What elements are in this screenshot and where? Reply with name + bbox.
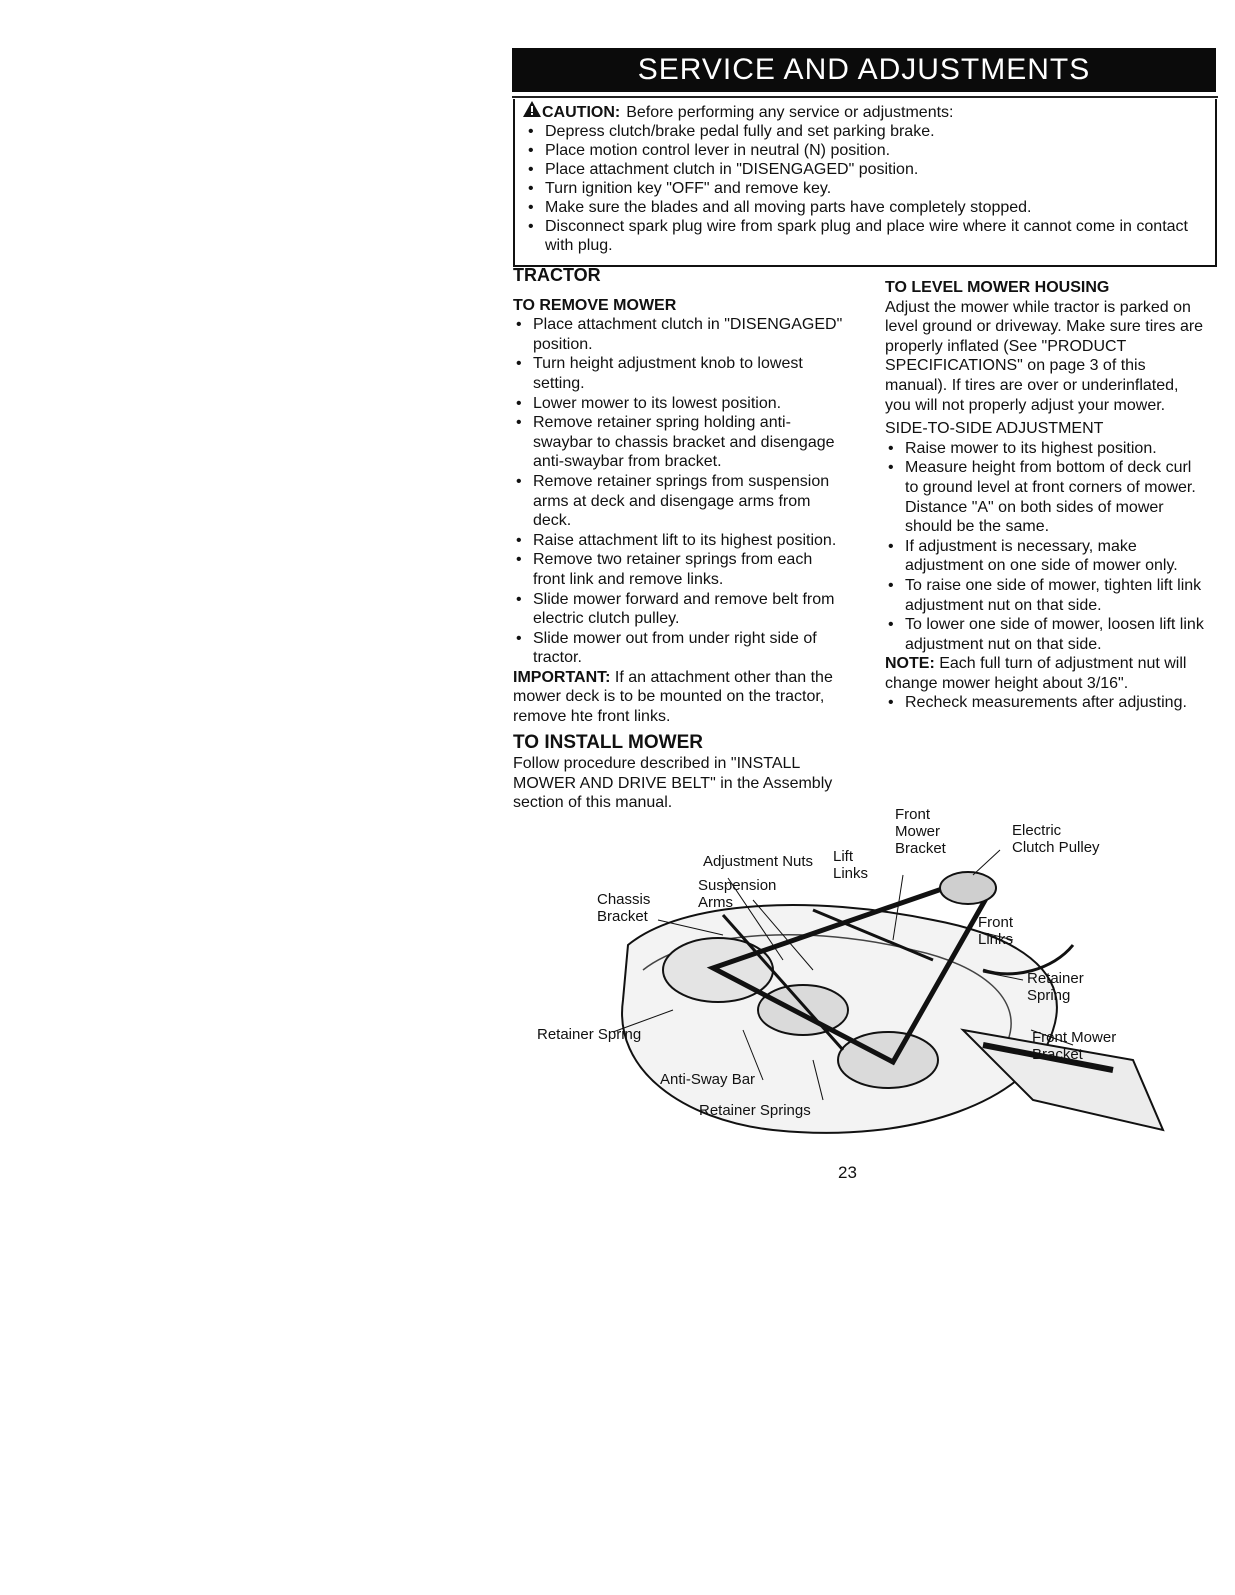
warning-triangle-icon [523, 101, 541, 117]
list-item: • Measure height from bottom of deck curl to ground level at front corners of mower. Distance "A" on both sides of mower should be the same. [885, 458, 1205, 536]
important-label: IMPORTANT: [513, 668, 611, 686]
note-text: Each full turn of adjustment nut will change mower height about 3/16". [885, 655, 1187, 692]
side-to-side-steps [885, 439, 1205, 655]
caution-item: • Disconnect spark plug wire from spark plug and place wire where it cannot come in contact with plug. [525, 217, 1215, 255]
label-retainer-springs: Retainer Springs [699, 1102, 811, 1119]
list-item: • Recheck measurements after adjusting. [885, 693, 1205, 713]
caution-item: • Place attachment clutch in "DISENGAGED" position. [525, 160, 1215, 179]
list-item: • Remove two retainer springs from each front link and remove links. [513, 550, 848, 589]
caution-item: • Turn ignition key "OFF" and remove key. [525, 179, 1215, 198]
important-note [513, 668, 848, 727]
label-front-mower-bracket: Front Mower Bracket [895, 806, 946, 857]
label-adjustment-nuts: Adjustment Nuts [703, 853, 814, 870]
level-mower-heading: TO LEVEL MOWER HOUSING [885, 279, 1110, 296]
list-item: • Raise mower to its highest position. [885, 439, 1205, 459]
label-retainer-spring-left: Retainer Spring [537, 1026, 642, 1043]
recheck-list [885, 693, 1205, 713]
list-item: • If adjustment is necessary, make adjustment on one side of mower only. [885, 537, 1205, 576]
note-label: NOTE: [885, 655, 935, 673]
remove-mower-steps [513, 315, 848, 668]
list-item: • Remove retainer spring holding anti-swaybar to chassis bracket and disengage anti-swaybar from bracket. [513, 413, 848, 472]
list-item: • Raise attachment lift to its highest position. [513, 531, 848, 551]
install-mower-text: Follow procedure described in "INSTALL MOWER AND DRIVE BELT" in the Assembly section of this manual. [513, 755, 833, 812]
label-chassis-bracket: Chassis Bracket [597, 891, 651, 925]
label-front-links: Front Links [978, 914, 1014, 948]
tractor-heading: TRACTOR [513, 265, 601, 285]
caution-item: • Make sure the blades and all moving parts have completely stopped. [525, 198, 1215, 217]
mower-deck-diagram [513, 800, 1213, 1170]
list-item: • Lower mower to its lowest position. [513, 394, 848, 414]
level-mower-intro: Adjust the mower while tractor is parked on level ground or driveway. Make sure tires are properly inflated (See "PRODUCT SPECIFICATIONS" on page 3 of this manual). If tires are over or underinflated, you will not properly adjust your mower. [885, 298, 1204, 414]
list-item: • To lower one side of mower, loosen lift link adjustment nut on that side. [885, 615, 1205, 654]
list-item: • Slide mower out from under right side of tractor. [513, 629, 848, 668]
list-item: • Remove retainer springs from suspension arms at deck and disengage arms from deck. [513, 472, 848, 531]
remove-mower-heading: TO REMOVE MOWER [513, 296, 677, 314]
caution-box [513, 99, 1217, 267]
caution-header [523, 101, 1215, 122]
label-anti-sway-bar: Anti-Sway Bar [660, 1071, 756, 1088]
label-lift-links: Lift Links [833, 848, 869, 882]
label-front-mower-bracket-lower: Front Mower Bracket [1032, 1029, 1117, 1063]
label-suspension-arms: Suspension Arms [698, 877, 777, 911]
side-to-side-heading: SIDE-TO-SIDE ADJUSTMENT [885, 420, 1104, 438]
page-number: 23 [838, 1163, 857, 1182]
list-item: • To raise one side of mower, tighten lift link adjustment nut on that side. [885, 576, 1205, 615]
left-column [513, 266, 848, 813]
caution-label: CAUTION: [542, 104, 621, 121]
list-item: • Place attachment clutch in "DISENGAGED" position. [513, 315, 848, 354]
label-electric-clutch-pulley: Electric Clutch Pulley [1012, 822, 1100, 856]
list-item: • Turn height adjustment knob to lowest setting. [513, 354, 848, 393]
section-title: SERVICE AND ADJUSTMENTS [512, 48, 1216, 92]
note [885, 654, 1205, 693]
label-retainer-spring-right: Retainer Spring [1027, 970, 1084, 1004]
caution-item: • Depress clutch/brake pedal fully and set parking brake. [525, 122, 1215, 141]
list-item: • Slide mower forward and remove belt from electric clutch pulley. [513, 590, 848, 629]
right-column [885, 278, 1205, 713]
title-divider [512, 96, 1218, 98]
important-text: If an attachment other than the mower deck is to be mounted on the tractor, remove hte front links. [513, 668, 833, 726]
caution-item: • Place motion control lever in neutral (N) position. [525, 141, 1215, 160]
install-mower-heading: TO INSTALL MOWER [513, 731, 703, 753]
caution-list [523, 122, 1215, 255]
caution-intro: Before performing any service or adjustments: [626, 104, 954, 121]
